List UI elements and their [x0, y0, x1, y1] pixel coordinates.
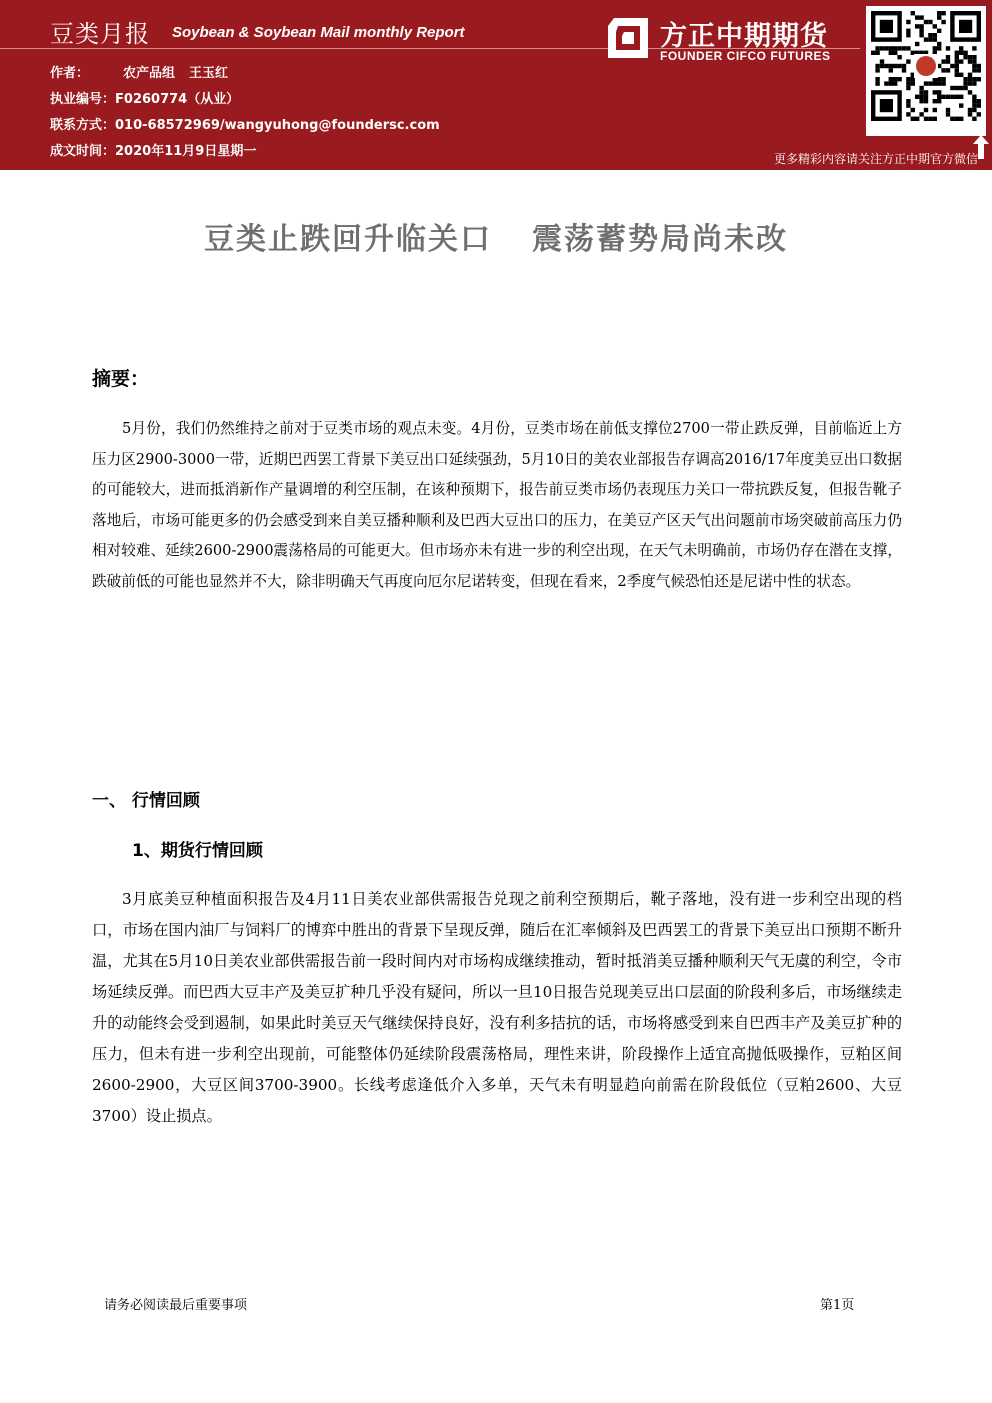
author-line	[50, 62, 228, 81]
report-title: 豆类月报	[50, 20, 150, 48]
subsection-heading-futures-review: 1、期货行情回顾	[132, 841, 263, 861]
logo-english-name: FOUNDER CIFCO FUTURES	[660, 49, 831, 63]
page-number: 第1页	[820, 1298, 855, 1313]
wechat-qr-code[interactable]	[866, 6, 986, 136]
wechat-follow-note: 更多精彩内容请关注方正中期官方微信	[773, 152, 978, 166]
contact-label: 联系方式：	[50, 118, 116, 133]
summary-paragraph: 5月份，我们仍然维持之前对于豆类市场的观点未变。4月份，豆类市场在前低支撑位2700一带止跌反弹，目前临近上方压力区2900-3000一带，近期巴西罢工背景下美豆出口延续强劲，5月10日的美农业部报告存调高2016/17年度美豆出口数据的可能较大，进而抵消新作产量调增的利空压制，在该种预期下，报告前豆类市场仍表现压力关口一带抗跌反复，但报告靴子落地后，市场可能更多的仍会感受到来自美豆播种顺利及巴西大豆出口的压力，在美豆产区天气出问题前市场突破前高压力仍相对较难、延续2600-2900震荡格局的可能更大。但市场亦未有进一步的利空出现，在天气未明确前，市场仍存在潜在支撑，跌破前低的可能也显然并不大，除非明确天气再度向厄尔尼诺转变，但现在看来，2季度气候恐怕还是尼诺中性的状态。	[92, 420, 902, 590]
footer-notice: 请务必阅读最后重要事项	[104, 1298, 248, 1313]
license-line	[50, 88, 239, 107]
futures-review-paragraph: 3月底美豆种植面积报告及4月11日美农业部供需报告兑现之前利空预期后，靴子落地，没有进一步利空出现的档口，市场在国内油厂与饲料厂的博弈中胜出的背景下呈现反弹，随后在汇率倾斜及巴西罢工的背景下美豆出口预期不断升温，尤其在5月10日美农业部供需报告前一段时间内对市场构成继续推动，暂时抵消美豆播种顺利天气无虞的利空，令市场延续反弹。而巴西大豆丰产及美豆扩种几乎没有疑问，所以一旦10日报告兑现美豆出口层面的阶段利多后，市场继续走升的动能终会受到遏制，如果此时美豆天气继续保持良好，没有利多拮抗的话，市场将感受到来自巴西丰产及美豆扩种的压力，但未有进一步利空出现前，可能整体仍延续阶段震荡格局，理性来讲，阶段操作上适宜高抛低吸操作，豆粕区间2600-2900，大豆区间3700-3900。长线考虑逢低介入多单，天气未有明显趋向前需在阶段低位（豆粕2600、大豆3700）设止损点。	[92, 890, 902, 1125]
title-part-1: 豆类止跌回升临关口	[204, 222, 492, 257]
logo-mark-icon	[604, 14, 650, 60]
summary-heading: 摘要：	[92, 368, 150, 390]
company-logo	[604, 14, 854, 64]
qr-code-icon	[866, 6, 986, 136]
section-heading-market-review: 一、 行情回顾	[92, 791, 200, 811]
report-subtitle: Soybean & Soybean Mail monthly Report	[172, 24, 465, 41]
date-value: 2020年11月9日星期一	[115, 144, 257, 159]
logo-chinese-name: 方正中期期货	[660, 21, 828, 52]
author-group: 农产品组	[123, 66, 176, 81]
title-part-2: 震荡蓄势局尚未改	[532, 222, 788, 257]
author-name: 王玉红	[189, 66, 229, 81]
license-value: F0260774（从业）	[115, 92, 240, 107]
report-header	[0, 0, 992, 170]
contact-value[interactable]: 010-68572969/wangyuhong@foundersc.com	[115, 118, 440, 133]
contact-line	[50, 114, 440, 133]
page-title	[0, 214, 992, 258]
author-label: 作者：	[50, 66, 90, 81]
date-label: 成文时间：	[50, 144, 116, 159]
date-line	[50, 140, 256, 159]
license-label: 执业编号：	[50, 92, 116, 107]
